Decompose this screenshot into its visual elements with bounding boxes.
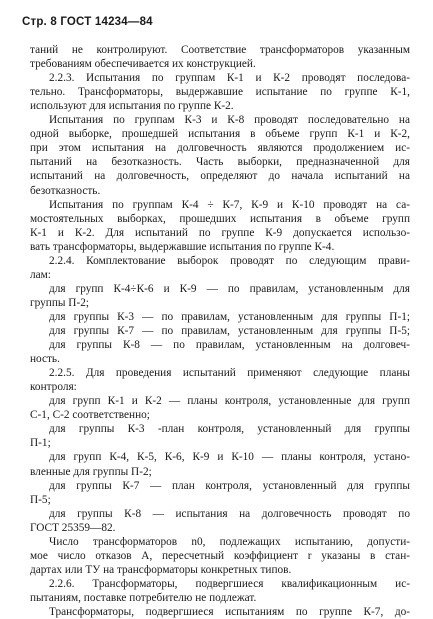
text-line: мое число отказов A, пересчетный коэффициент r указаны в стан- — [30, 549, 410, 562]
text-line: пытаний на безотказность. Часть выборки, предназначенной для — [30, 156, 410, 169]
text-line: П-1; — [30, 437, 51, 450]
text-line: для группы К-3 — по правилам, установленным для группы П-1; — [49, 310, 410, 323]
text-line: 2.2.5. Для проведения испытаний применяют следующие планы — [49, 367, 410, 380]
text-line: вленные для группы П-2; — [30, 465, 152, 478]
text-line: мостоятельных выборках, прошедших испытания в объеме групп — [30, 212, 410, 225]
text-line: испытаний на долговечность, определяют до начала испытаний на — [30, 170, 410, 183]
text-line: для группы К-7 — план контроля, установленный для группы — [49, 479, 410, 492]
text-line: Испытания по группам К-3 и К-8 проводят последовательно на — [49, 114, 410, 127]
text-line: пытаниям, поставке потребителю не подлежат. — [30, 591, 257, 604]
text-line: для группы К-8 — испытания на долговечность проводят по — [49, 507, 410, 520]
text-line: К-1 и К-2. Для испытаний по группе К-9 допускается использо- — [30, 226, 410, 239]
text-line: П-5; — [30, 493, 51, 506]
text-line: Трансформаторы, подвергшиеся испытаниям по группе К-7, до- — [49, 606, 410, 618]
text-line: таний не контролируют. Соответствие трансформаторов указанным — [30, 44, 410, 56]
text-line: контроля: — [30, 381, 77, 394]
text-line: требованиям обеспечивается их конструкцией. — [30, 58, 256, 71]
text-line: 2.2.6. Трансформаторы, подвергшиеся квалификационным ис- — [49, 577, 410, 590]
text-line: С-1, С-2 соответственно; — [30, 409, 150, 422]
text-line: вать трансформаторы, выдержавшие испытания по группе К-4. — [30, 240, 335, 253]
text-line: для групп К-4÷К-6 и К-9 — по правилам, установленным для — [49, 282, 410, 295]
text-line: 2.2.4. Комплектование выборок проводят по следующим прави- — [49, 254, 410, 267]
text-line: 2.2.3. Испытания по группам К-1 и К-2 проводят последова- — [49, 72, 410, 85]
text-line: для группы К-3 -план контроля, установленный для группы — [49, 423, 410, 436]
text-line: для групп К-4, К-5, К-6, К-9 и К-10 — планы контроля, устано- — [49, 451, 410, 464]
text-line: для группы К-7 — по правилам, установленным для группы П-5; — [49, 325, 410, 337]
text-line: безотказность. — [30, 184, 101, 197]
text-line: тельно. Трансформаторы, выдержавшие испытание по группе К-1, — [30, 86, 410, 99]
text-line: Испытания по группам К-4 ÷ К-7, К-9 и К-10 проводят на са- — [49, 198, 410, 211]
text-line: дартах или ТУ на трансформаторы конкретных типов. — [30, 563, 292, 576]
text-line: Число трансформаторов n0, подлежащих испытанию, допусти- — [49, 535, 410, 548]
text-line: для группы К-8 — по правилам, установленным на долговеч- — [49, 339, 410, 352]
text-line: лам: — [30, 268, 51, 281]
text-line: при этом испытания на долговечность являются продолжением ис- — [30, 142, 410, 155]
text-line: ность. — [30, 353, 60, 366]
text-line: одной выборке, прошедшей испытания в объеме групп К-1 и К-2, — [30, 128, 410, 141]
text-line: ГОСТ 25359—82. — [30, 521, 116, 534]
text-line: группы П-2; — [30, 296, 89, 309]
text-line: для групп К-1 и К-2 — планы контроля, установленные для групп — [49, 395, 410, 408]
page-header: Стр. 8 ГОСТ 14234—84 — [22, 16, 153, 28]
text-line: используют для испытания по группе К-2. — [30, 100, 234, 113]
